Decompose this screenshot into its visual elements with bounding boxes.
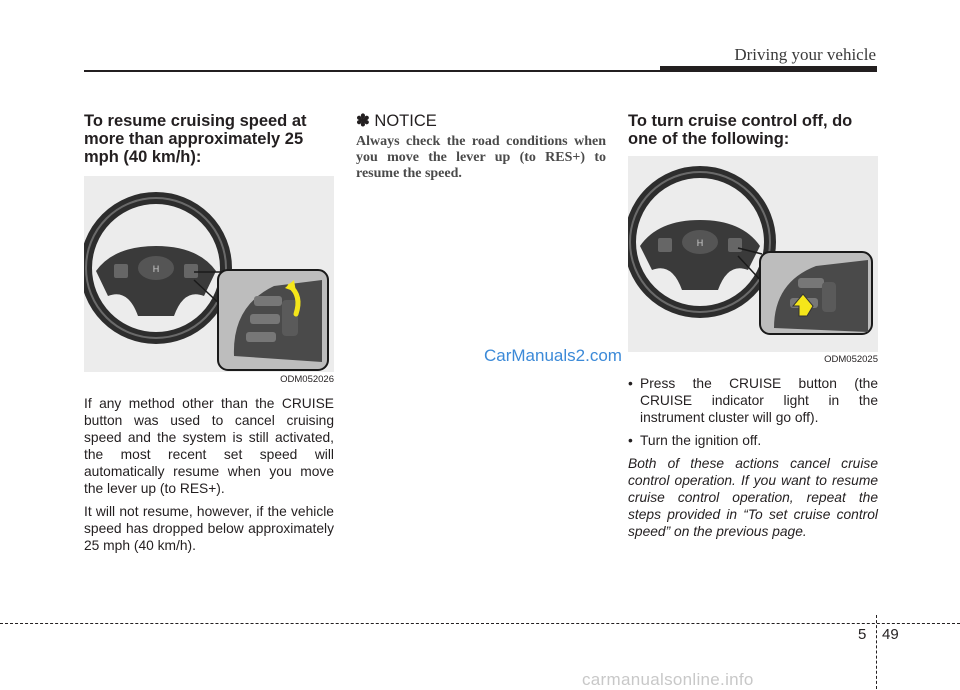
cruise-off-heading: To turn cruise control off, do one of the following:: [628, 112, 853, 148]
steering-wheel-illustration: [628, 156, 878, 352]
steering-wheel-figure-off: [628, 156, 878, 352]
notice-star-icon: ✽: [356, 112, 370, 130]
list-item: • Press the CRUISE button (the CRUISE indicator light in the instrument cluster will go off).: [628, 375, 878, 426]
footer-divider: [0, 623, 960, 624]
section-title: Driving your vehicle: [734, 45, 876, 64]
watermark: CarManuals2.com: [484, 346, 622, 365]
figure-code: ODM052025: [824, 354, 878, 365]
paragraph: It will not resume, however, if the vehicle speed has dropped below approximately 25 mph (40 km/h).: [84, 504, 334, 553]
column-right: [628, 112, 878, 540]
steering-wheel-illustration: [84, 176, 334, 372]
svg-text:H: H: [696, 238, 704, 248]
notice-text: Always check the road conditions when you move the lever up (to RES+) to resume the speed.: [356, 134, 606, 181]
page-number: 49: [882, 626, 899, 643]
header-rule-thick: [660, 66, 877, 72]
paragraph: If any method other than the CRUISE button was used to cancel cruising speed and the system is still activated, the most recent set speed will automatically resume when you move the lever up (to RES+).: [84, 396, 334, 496]
bullet-list: [628, 375, 878, 449]
header-rule-thin: [84, 70, 660, 72]
chapter-number: 5: [858, 626, 867, 643]
column-left: [84, 112, 334, 554]
column-middle: [356, 112, 606, 182]
steering-wheel-figure-resume: [84, 176, 334, 372]
resume-heading: To resume cruising speed at more than approximately 25 mph (40 km/h):: [84, 112, 307, 166]
figure-code: ODM052026: [280, 374, 334, 385]
list-item: • Turn the ignition off.: [628, 432, 878, 449]
footer-vertical-divider: [876, 615, 877, 689]
svg-text:H: H: [152, 264, 160, 274]
site-watermark: carmanualsonline.info: [582, 670, 754, 689]
notice-title: [356, 112, 606, 130]
italic-note: Both of these actions cancel cruise control operation. If you want to resume cruise control operation, repeat the steps provided in “To set cruise control speed” on the previous page.: [628, 456, 878, 539]
notice-title-text: NOTICE: [374, 112, 437, 130]
